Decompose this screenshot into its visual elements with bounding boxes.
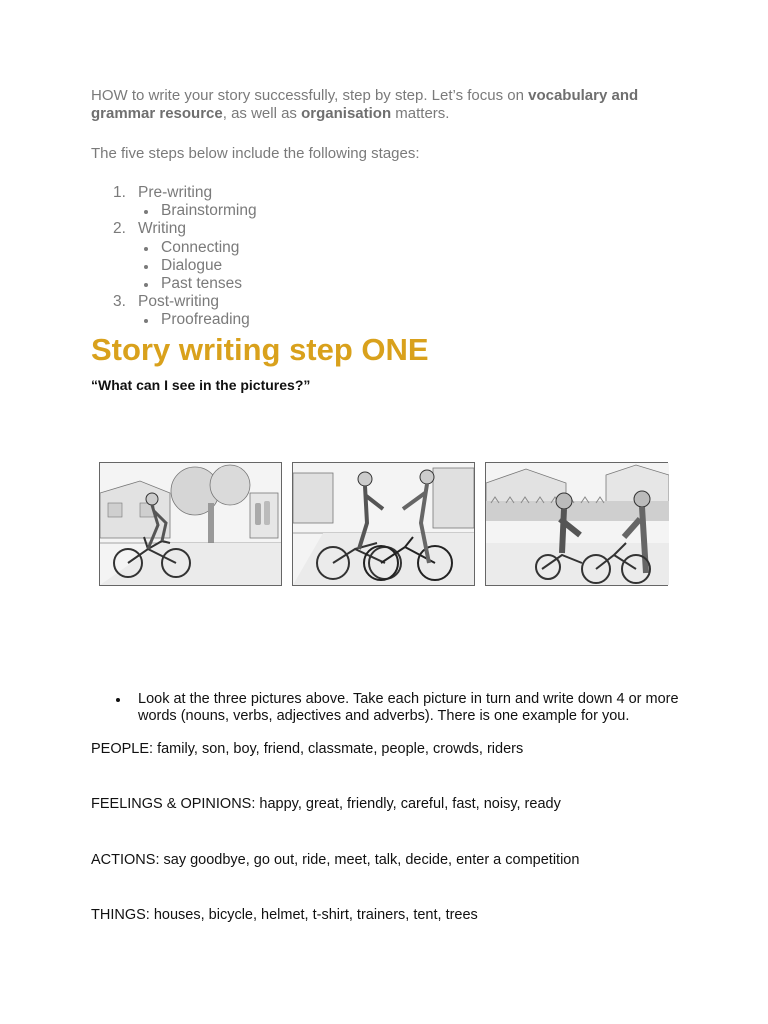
- intro-bold-organisation: organisation: [301, 105, 392, 122]
- steps-list: [91, 184, 257, 330]
- step-number: 3.: [113, 293, 126, 311]
- vocab-feelings: [91, 796, 561, 812]
- vocab-words: say goodbye, go out, ride, meet, talk, decide, enter a competition: [163, 852, 580, 868]
- vocab-label: FEELINGS & OPINIONS:: [91, 796, 256, 812]
- vocab-words: family, son, boy, friend, classmate, people, crowds, riders: [157, 741, 524, 757]
- task-instruction: [91, 691, 681, 724]
- step-label: Writing: [138, 220, 186, 238]
- substeps-list: [138, 239, 257, 294]
- vocab-words: happy, great, friendly, careful, fast, noisy, ready: [259, 796, 561, 812]
- step-item: [91, 220, 257, 293]
- stages-intro: The five steps below include the following stages:: [91, 145, 420, 162]
- substep-item: Dialogue: [138, 257, 257, 275]
- section-heading: Story writing step ONE: [91, 332, 429, 367]
- intro-text: matters.: [391, 105, 450, 122]
- boys-meeting-illustration: [293, 463, 474, 585]
- step-number: 1.: [113, 184, 126, 201]
- vocab-actions: [91, 852, 579, 868]
- vocab-people: [91, 741, 523, 757]
- story-picture-3: [485, 462, 668, 586]
- substeps-list: [138, 202, 257, 220]
- vocab-label: THINGS:: [91, 907, 150, 923]
- intro-text: , as well as: [222, 105, 302, 122]
- cycling-event-illustration: [486, 463, 669, 585]
- vocab-words: houses, bicycle, helmet, t-shirt, trainers, tent, trees: [153, 907, 478, 923]
- vocab-label: PEOPLE:: [91, 741, 154, 757]
- intro-paragraph: [91, 87, 691, 123]
- vocab-label: ACTIONS:: [91, 852, 160, 868]
- boy-riding-illustration: [100, 463, 281, 585]
- vocab-things: [91, 907, 478, 923]
- step-number: 2.: [113, 220, 126, 238]
- intro-text: HOW to write your story successfully, step by step. Let’s focus on: [91, 87, 529, 104]
- story-picture-1: [99, 462, 282, 586]
- step-item: [91, 184, 257, 220]
- story-picture-2: [292, 462, 475, 586]
- substep-item: Past tenses: [138, 275, 257, 293]
- step-item: [91, 293, 257, 329]
- guiding-question: “What can I see in the pictures?”: [91, 377, 311, 393]
- task-bullet: Look at the three pictures above. Take each picture in turn and write down 4 or more words (nouns, verbs, adjectives and adverbs). There is one example for you.: [91, 691, 681, 724]
- substep-item: Proofreading: [138, 311, 257, 329]
- step-label: Pre-writing: [138, 184, 213, 201]
- step-label: Post-writing: [138, 293, 219, 311]
- intro-bold-vocabulary: vocabulary and grammar resource: [91, 87, 639, 122]
- substep-item: Brainstorming: [138, 202, 257, 220]
- substep-item: Connecting: [138, 239, 257, 257]
- substeps-list: [138, 311, 257, 329]
